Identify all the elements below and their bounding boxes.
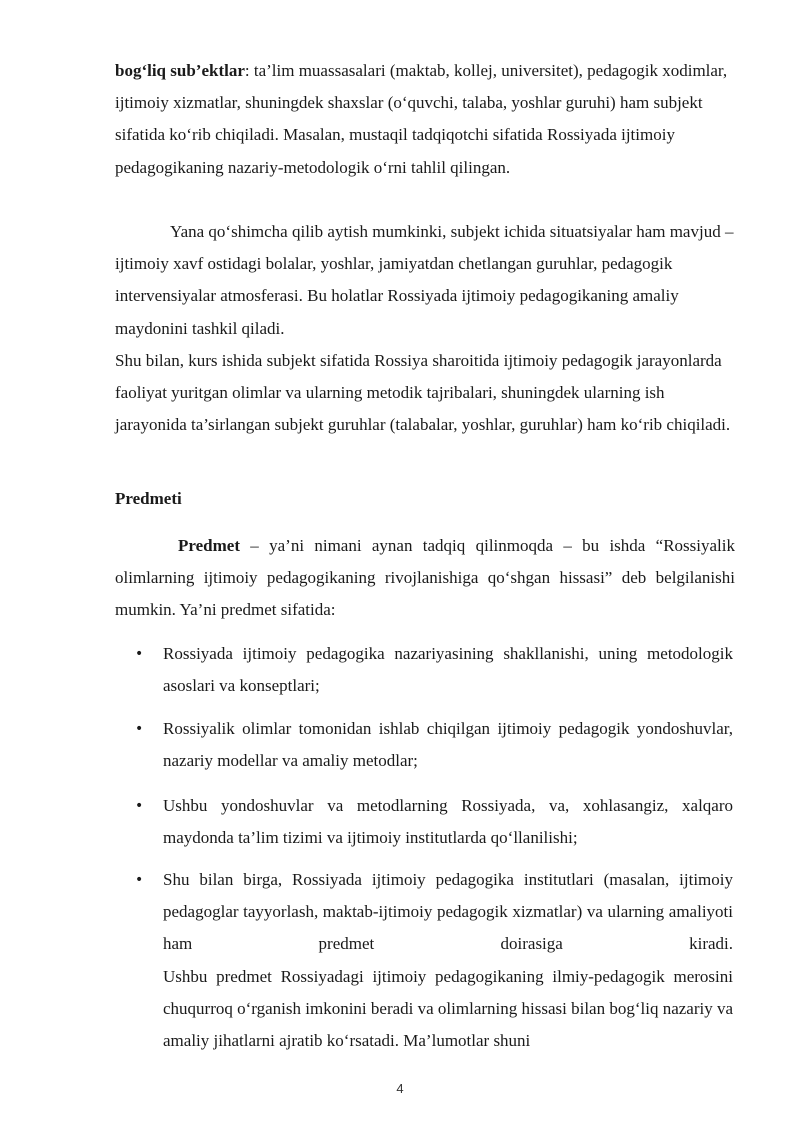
bullet-icon: • (135, 798, 144, 814)
bullet-icon: • (135, 721, 144, 737)
bullet-icon: • (135, 872, 144, 888)
list-item-continuation: Ushbu predmet Rossiyadagi ijtimoiy pedagogikaning ilmiy-pedagogik merosini chuqurroq o‘rganish imkonini beradi va olimlarning hissasi bilan bog‘liq nazariy va amaliy jihatlarni ajratib ko‘rsatadi. Ma’lumotlar shuni (163, 967, 734, 1051)
bold-term-subjects: bog‘liq sub’ektlar (115, 61, 245, 80)
list-item-text: Ushbu yondoshuvlar va metodlarning Rossiyada, va, xohlasangiz, xalqaro maydonda ta’lim tizimi va ijtimoiy institutlarda qo‘llanilishi; (163, 796, 733, 848)
list-item-text: Rossiyada ijtimoiy pedagogika nazariyasining shakllanishi, uning metodologik asoslari va konseptlari; (163, 644, 733, 696)
bullet-icon: • (135, 646, 144, 662)
paragraph-subjects (115, 55, 735, 184)
paragraph-predmet-text: – ya’ni nimani aynan tadqiq qilinmoqda – bu ishda “Rossiyalik olimlarning ijtimoiy pedagogikaning rivojlanishiga qo‘shgan hissasi” deb belgilanishi mumkin. Ya’ni predmet sifatida: (115, 536, 735, 620)
paragraph-course-subject: Shu bilan, kurs ishida subjekt sifatida Rossiya sharoitida ijtimoiy pedagogik jarayonlarda faoliyat yuritgan olimlar va ularning metodik tajribalari, shuningdek ularning ish jarayonida ta’sirlangan subjekt guruhlar (talabalar, yoshlar, guruhlar) ham ko‘rib chiqiladi. (115, 351, 731, 435)
bold-term-predmet: Predmet (178, 536, 240, 555)
paragraph-predmet-definition (115, 530, 735, 627)
page-number: 4 (396, 1081, 404, 1096)
paragraph-subjects-text: : ta’lim muassasalari (maktab, kollej, universitet), pedagogik xodimlar, ijtimoiy xizmatlar, shuningdek shaxslar (o‘quvchi, talaba, yoshlar guruhi) ham subjekt sifatida ko‘rib chiqiladi. Masalan, mustaqil tadqiqotchi sifatida Rossiyada ijtimoiy pedagogikaning nazariy-metodologik o‘rni tahlil qilingan. (115, 61, 728, 177)
list-item-text: Rossiyalik olimlar tomonidan ishlab chiqilgan ijtimoiy pedagogik yondoshuvlar, nazariy modellar va amaliy metodlar; (163, 719, 733, 771)
paragraph-situations: Yana qo‘shimcha qilib aytish mumkinki, subjekt ichida situatsiyalar ham mavjud – ijtimoiy xavf ostidagi bolalar, yoshlar, jamiyatdan chetlangan guruhlar, pedagogik intervensiyalar atmosferasi. Bu holatlar Rossiyada ijtimoiy pedagogikaning amaliy maydonini tashkil qiladi. (115, 222, 734, 338)
list-item-text: Shu bilan birga, Rossiyada ijtimoiy pedagogika institutlari (masalan, ijtimoiy pedagoglar tayyorlash, maktab-ijtimoiy pedagogik xizmatlar) va ularning amaliyoti ham predmet doirasiga kiradi. (163, 870, 733, 954)
section-heading-predmeti: Predmeti (115, 489, 182, 508)
